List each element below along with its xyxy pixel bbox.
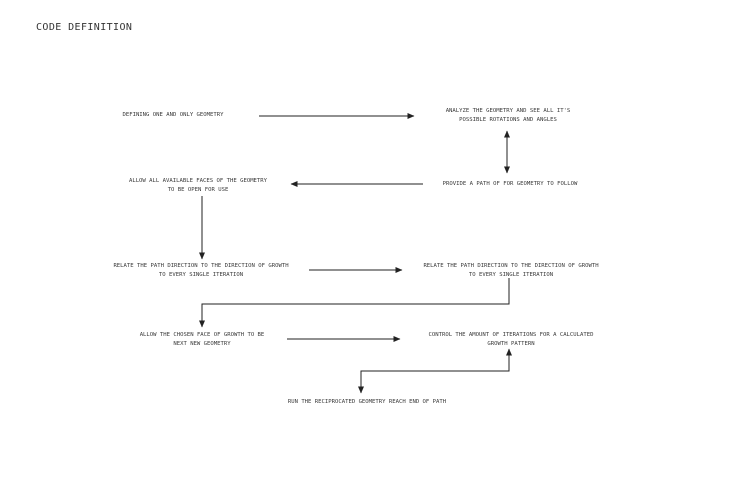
node-provide-path	[415, 180, 605, 189]
diagram-title: CODE DEFINITION	[36, 22, 133, 33]
arrow-relate-right-to-allow-chosen-face	[202, 278, 509, 327]
node-run-reciprocated	[257, 398, 477, 407]
arrow-control-to-run	[361, 349, 509, 393]
node-allow-chosen-face	[112, 331, 292, 348]
node-line: TO EVERY SINGLE ITERATION	[158, 271, 244, 278]
node-line: ALLOW ALL AVAILABLE FACES OF THE GEOMETRY	[128, 178, 268, 184]
node-line: TO BE OPEN FOR USE	[167, 186, 229, 193]
node-define-geometry	[98, 111, 248, 120]
node-line: GROWTH PATTERN	[487, 340, 535, 347]
node-line: CONTROL THE AMOUNT OF ITERATIONS FOR A CALCULATED	[428, 332, 594, 338]
node-line: ALLOW THE CHOSEN FACE OF GROWTH TO BE	[139, 332, 265, 338]
node-line: RUN THE RECIPROCATED GEOMETRY REACH END OF PATH	[287, 399, 447, 405]
node-line: NEXT NEW GEOMETRY	[173, 340, 231, 347]
node-control-iterations	[395, 331, 627, 348]
node-line: TO EVERY SINGLE ITERATION	[468, 271, 554, 278]
node-line: ANALYZE THE GEOMETRY AND SEE ALL IT'S	[445, 108, 571, 114]
node-line: POSSIBLE ROTATIONS AND ANGLES	[459, 116, 557, 123]
node-line: PROVIDE A PATH OF FOR GEOMETRY TO FOLLOW	[442, 181, 578, 187]
node-line: RELATE THE PATH DIRECTION TO THE DIRECTION OF GROWTH	[113, 263, 289, 269]
node-relate-right	[395, 262, 627, 279]
node-line: DEFINING ONE AND ONLY GEOMETRY	[122, 112, 224, 118]
node-relate-left	[85, 262, 317, 279]
node-line: RELATE THE PATH DIRECTION TO THE DIRECTION OF GROWTH	[423, 263, 599, 269]
node-analyze-geometry	[408, 107, 608, 124]
node-allow-faces	[98, 177, 298, 194]
